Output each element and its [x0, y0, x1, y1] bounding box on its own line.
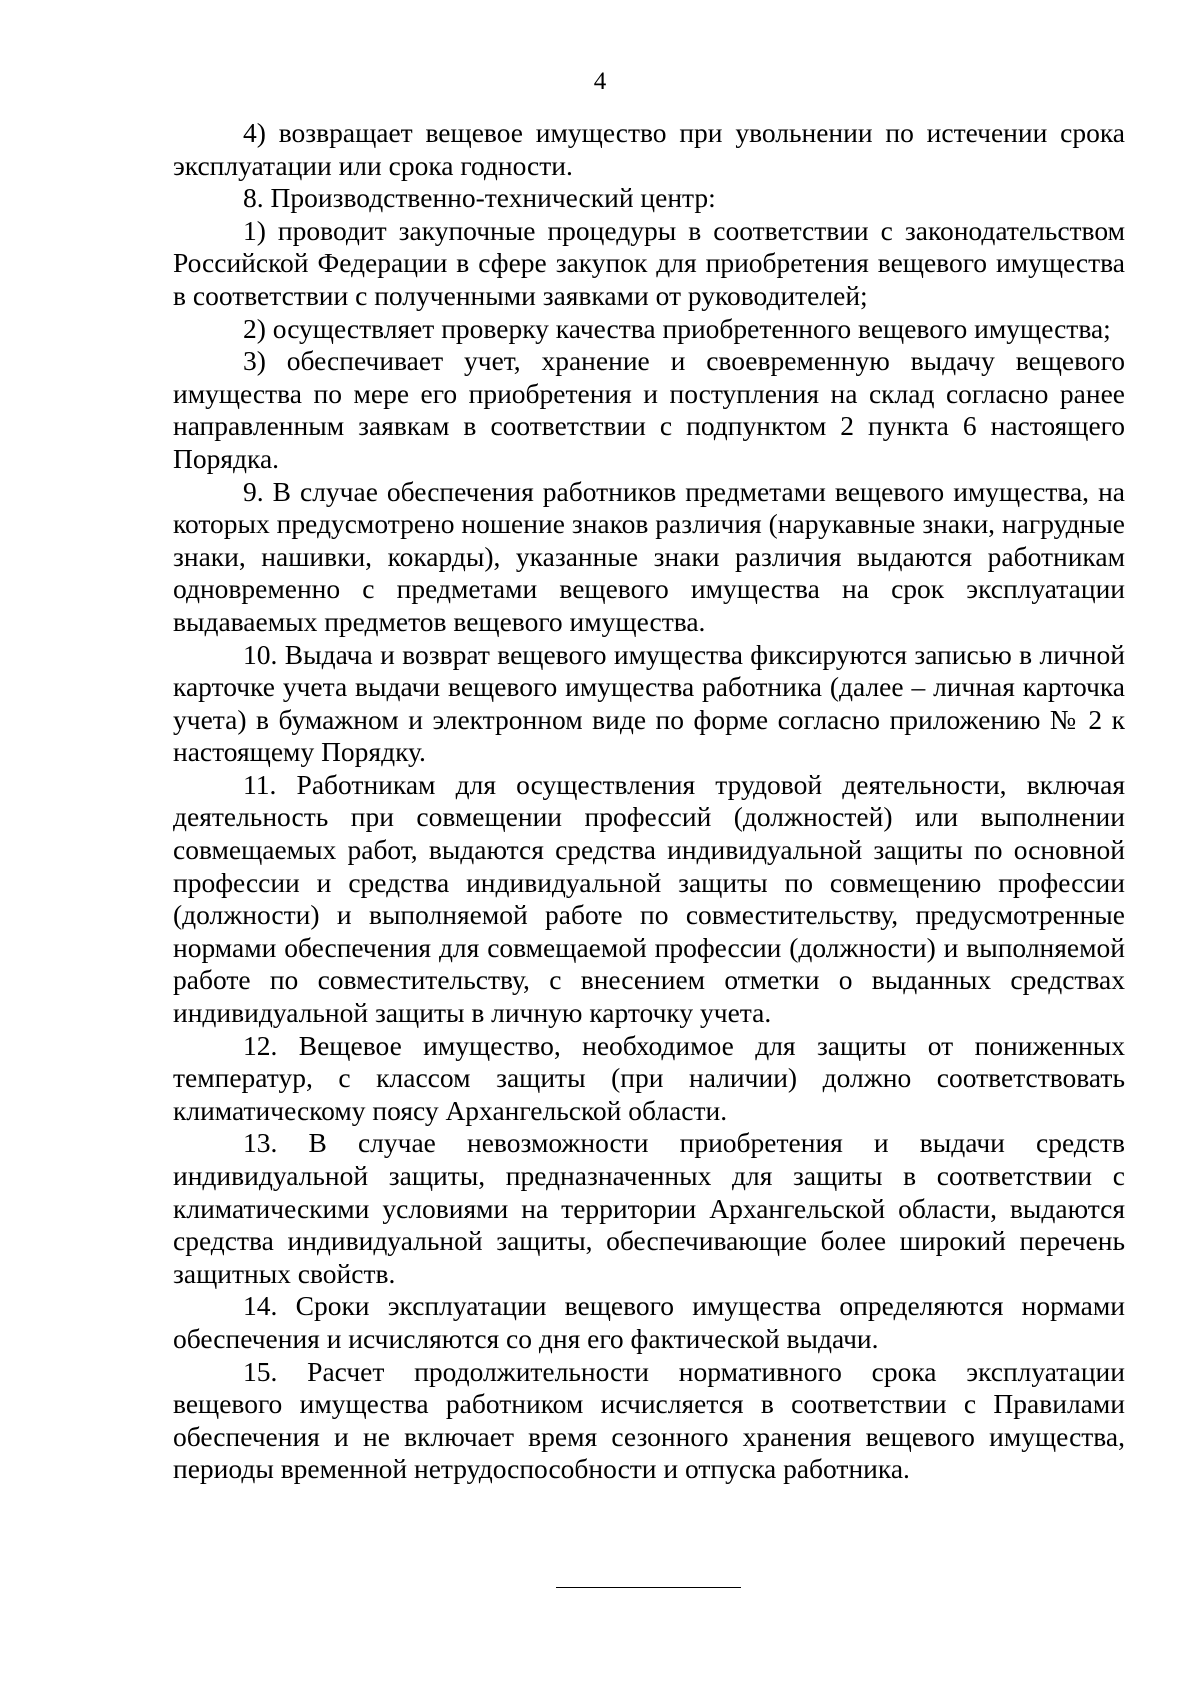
document-body — [173, 117, 1125, 1486]
paragraph-7-4: 4) возвращает вещевое имущество при увольнении по истечении срока эксплуатации или срока годности. — [173, 117, 1125, 181]
paragraph-8-2: 2) осуществляет проверку качества приобретенного вещевого имущества; — [243, 312, 1111, 344]
paragraph-14: 14. Сроки эксплуатации вещевого имущества определяются нормами обеспечения и исчисляются со дня его фактической выдачи. — [173, 1290, 1125, 1354]
page-number: 4 — [593, 68, 607, 95]
paragraph-13: 13. В случае невозможности приобретения и выдачи средств индивидуальной защиты, предназначенных для защиты в соответствии с климатическими условиями на территории Архангельской области, выдаются средства индивидуальной защиты, обеспечивающие более широкий перечень защитных свойств. — [173, 1127, 1125, 1289]
end-of-document-rule — [556, 1587, 741, 1588]
paragraph-15: 15. Расчет продолжительности нормативного срока эксплуатации вещевого имущества работником исчисляется в соответствии с Правилами обеспечения и не включает время сезонного хранения вещевого имущества, периоды временной нетрудоспособности и отпуска работника. — [173, 1355, 1125, 1485]
paragraph-8-1: 1) проводит закупочные процедуры в соответствии с законодательством Российской Федерации в сфере закупок для приобретения вещевого имущества в соответствии с полученными заявками от руководителей; — [173, 214, 1125, 311]
paragraph-8-heading: 8. Производственно-технический центр: — [243, 182, 716, 214]
paragraph-10: 10. Выдача и возврат вещевого имущества фиксируются записью в личной карточке учета выдачи вещевого имущества работника (далее – личная карточка учета) в бумажном и электронном виде по форме согласно приложению № 2 к настоящему Порядку. — [173, 638, 1125, 768]
paragraph-8-3: 3) обеспечивает учет, хранение и своевременную выдачу вещевого имущества по мере его приобретения и поступления на склад согласно ранее направленным заявкам в соответствии с подпунктом 2 пункта 6 настоящего Порядка. — [173, 345, 1125, 474]
paragraph-9: 9. В случае обеспечения работников предметами вещевого имущества, на которых предусмотрено ношение знаков различия (нарукавные знаки, нагрудные знаки, нашивки, кокарды), указанные знаки различия выдаются работникам одновременно с предметами вещевого имущества на срок эксплуатации выдаваемых предметов вещевого имущества. — [173, 475, 1125, 637]
paragraph-11: 11. Работникам для осуществления трудовой деятельности, включая деятельность при совмещении профессий (должностей) или выполнении совмещаемых работ, выдаются средства индивидуальной защиты по основной профессии и средства индивидуальной защиты по совмещению профессии (должности) и выполняемой работе по совместительству, предусмотренные нормами обеспечения для совмещаемой профессии (должности) и выполняемой работе по совместительству, с внесением отметки о выданных средствах индивидуальной защиты в личную карточку учета. — [173, 768, 1125, 1029]
paragraph-12: 12. Вещевое имущество, необходимое для защиты от пониженных температур, с классом защиты (при наличии) должно соответствовать климатическому поясу Архангельской области. — [173, 1029, 1125, 1126]
